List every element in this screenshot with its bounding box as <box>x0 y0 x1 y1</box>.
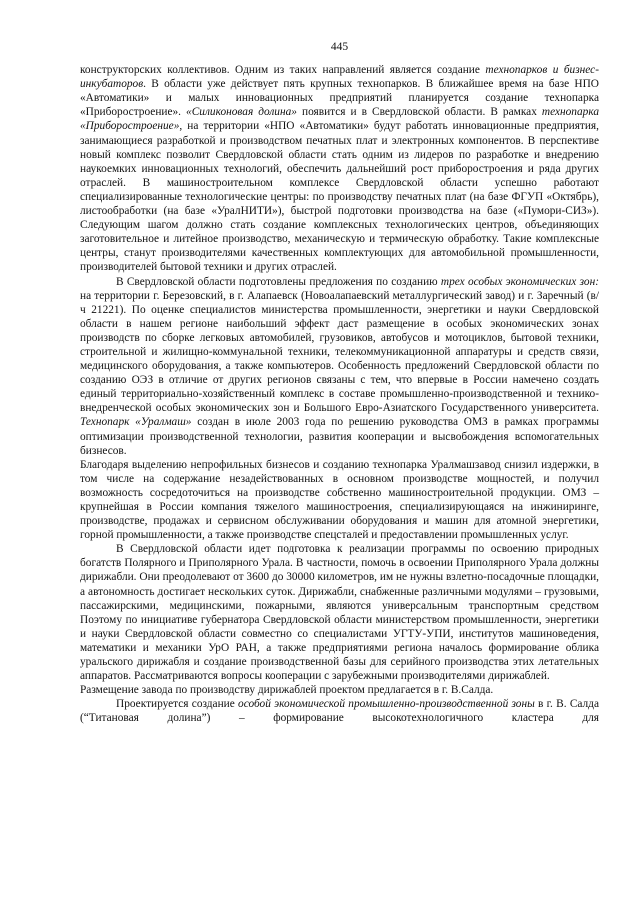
page-number: 445 <box>330 41 349 53</box>
text-run: появится и в Свердловской области. В рамках <box>296 106 542 119</box>
italic-term: трех особых экономических зон: <box>440 275 599 288</box>
paragraph-airships: В Свердловской области идет подготовка к реализации программы по освоению природных богатств Полярного и Приполярного Урала. В частности, помочь в освоении Приполярного Урала должны дирижабли. Они преодолевают от 3600 до 30000 километров, им не нужны взлетно-посадочные площадки, а автономность достигает нескольких суток. Дирижабли, снабженные различными модулями – грузовыми, пассажирскими, медицинскими, пожарными, являются универсальным транспортным средством <box>80 543 599 612</box>
italic-term: технопарков и бизнес-инкубаторов <box>80 64 599 91</box>
italic-term: технопарка «Приборостроение» <box>80 106 600 133</box>
text-run: , на территории «НПО «Автоматики» будут работать инновационные предприятия, занимающиеся разработкой и производством печатных плат и электронных компонентов. В перспективе новый комплекс позволит Свердловской области стать одним из лидеров по разработке и внедрению наукоемких инновационных технологий, обеспечить дальнейший рост приборостроения и ряда других отраслей. В машиностроительном комплексе Свердловской области успешно работают специализированные технологические центры: по производству печатных плат (на базе ФГУП «Октябрь), листообработки (на базе «УралНИТИ»), быстрой подготовки производства на базе («Пумори-СИЗ»). Следующим шагом должно стать создание комплексных технологических центров, объединяющих заготовительное и литейное производство, механическую и термическую обработку. Такие комплексные центры, станут производителями качественных комплектующих для автомобильной промышленности, производителей бытовой техники и других отраслей. <box>80 120 599 274</box>
text-run: конструкторских коллективов. Одним из таких направлений является создание <box>80 64 486 77</box>
text-run: создан в июле 2003 года по решению руководства ОМЗ в рамках программы оптимизации производственной технологии, развития кооперации и высвобождения вспомогательных бизнесов. <box>80 416 599 457</box>
text-run: Проектируется создание <box>116 698 239 711</box>
italic-term: «Силиконовая долина» <box>186 106 297 119</box>
paragraph-titanium-valley <box>80 697 599 725</box>
text-run: . В области уже действует пять крупных технопарков. В ближайшее время на базе НПО «Автоматики» и малых инновационных предприятий планируется создание технопарка «Приборостроение». <box>80 78 599 119</box>
paragraph-uralmash: Благодаря выделению непрофильных бизнесов и созданию технопарка Уралмашзавод снизил издержки, в том числе на содержание незадействованных в основном производстве мощностей, и получил возможность сосредоточиться на производстве собственно машиностроительной продукции. ОМЗ – крупнейшая в России компания тяжелого машиностроения, специализирующаяся на инжиниринге, производстве, продажах и сервисном обслуживании оборудования и машин для атомной энергетики, горной промышленности, а также производстве спецсталей и предоставлении промышленных услуг. <box>80 458 599 542</box>
text-run: В Свердловской области подготовлены предложения по созданию <box>116 275 441 288</box>
italic-term: Технопарк «Уралмаш» <box>80 416 192 429</box>
document-page <box>80 40 599 726</box>
paragraph-special-economic-zones <box>80 275 599 458</box>
text-run: в г. В. Салда (“Титановая долина”) – формирование высокотехнологичного кластера для <box>80 698 599 725</box>
paragraph-airship-plant: Размещение завода по производству дирижаблей проектом предлагается в г. В.Салда. <box>80 684 494 697</box>
paragraph-airship-initiative: Поэтому по инициативе губернатора Свердловской области министерством промышленности, энергетики и науки Свердловской области совместно со специалистами УГТУ-УПИ, институтов машиноведения, математики и механики УрО РАН, а также предприятиями региона началось формирование облика уральского дирижабля и создание производственной базы для серийного производства этих летательных аппаратов. Рассматриваются вопросы кооперации с зарубежными производителями дирижаблей. <box>80 613 599 683</box>
text-run: на территории г. Березовский, в г. Алапаевск (Новоалапаевский металлургический завод) и г. Заречный (в/ч 21221). По оценке специалистов министерства промышленности, энергетики и науки Свердловской области в нашем регионе наибольший эффект даст размещение в особых экономических зонах производств по сборке легковых автомобилей, грузовиков, автобусов и мотоциклов, бытовой техники, строительной и жилищно-коммунальной техники, телекоммуникационной аппаратуры и средств связи, медицинского оборудования, а также компьютеров. Особенность предложений Свердловской области по созданию ОЭЗ в отличие от других регионов связаны с тем, что впервые в России намечено создать единый территориально-хозяйственный комплекс в составе промышленно-производственной и технико-внедренческой особых экономических зон и Большого Евро-Азиатского Государственного университета. <box>80 289 599 415</box>
italic-term: особой экономической промышленно-производственной зоны <box>238 698 535 711</box>
paragraph-technoparks <box>80 63 599 274</box>
